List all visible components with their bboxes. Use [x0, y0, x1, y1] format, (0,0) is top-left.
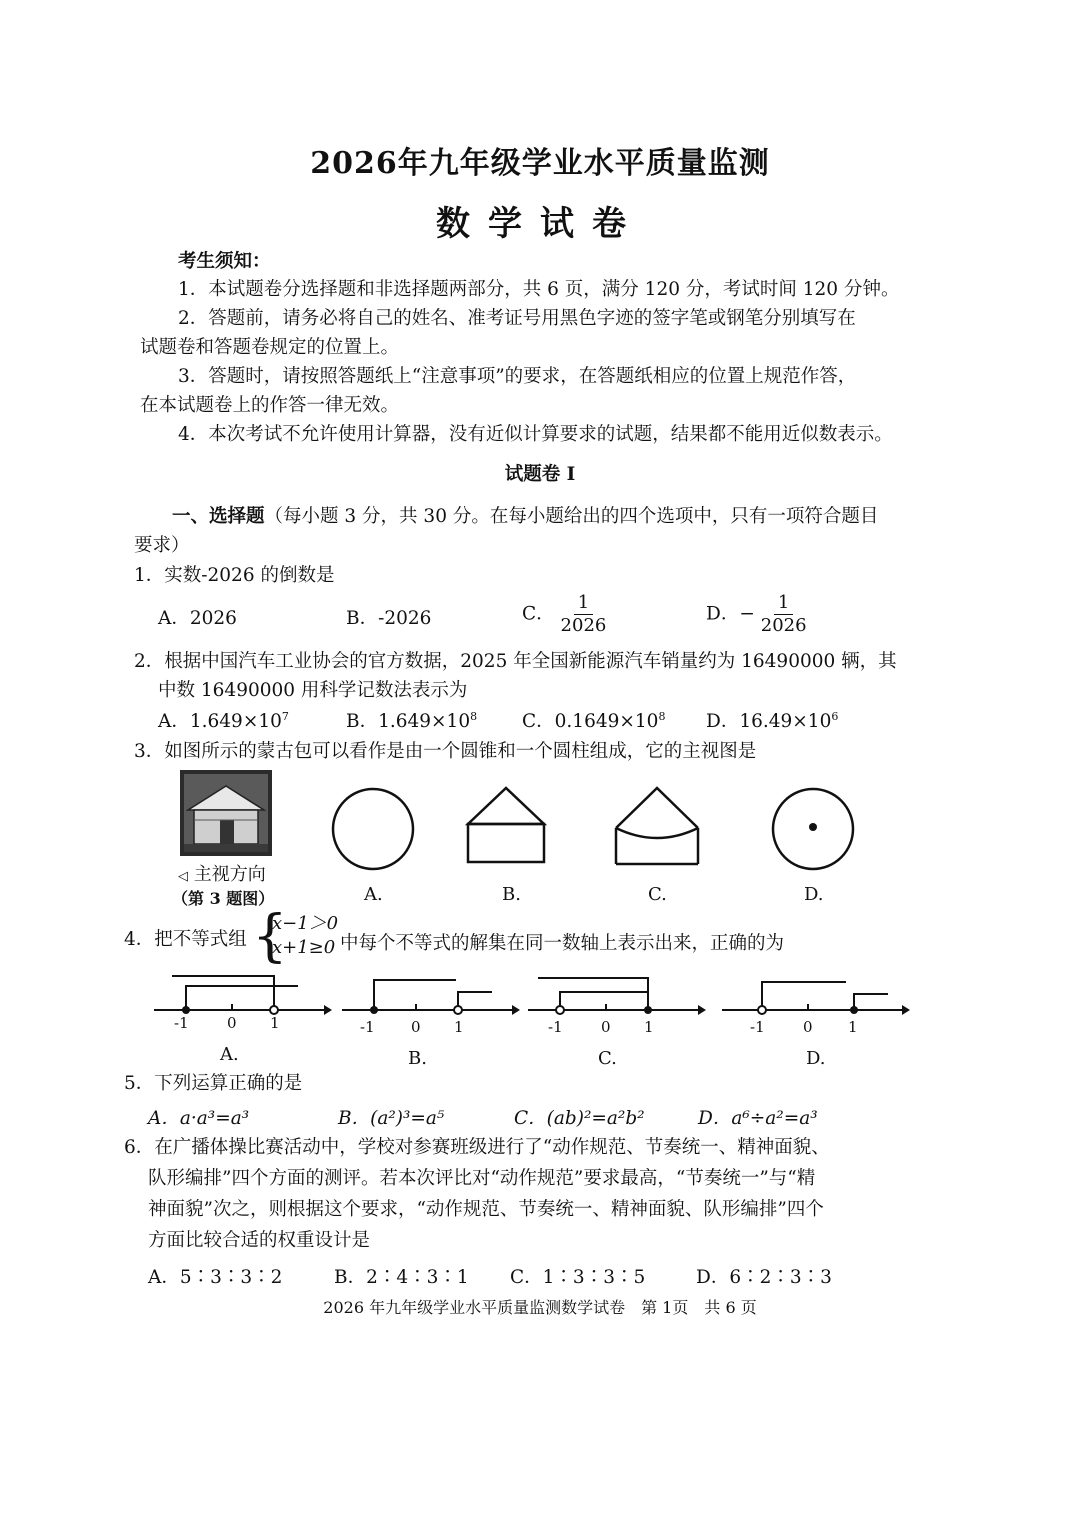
exponent: 8	[470, 709, 478, 723]
brace-icon: {	[252, 904, 288, 969]
q4-label-b: B.	[408, 1048, 427, 1069]
page-footer: 2026 年九年级学业水平质量监测数学试卷 第 1页 共 6 页	[323, 1298, 757, 1317]
yurt-photo	[180, 770, 272, 856]
q3-figure-caption: （第 3 题图）	[172, 889, 275, 908]
q3-label-a: A.	[364, 884, 383, 905]
tick-label-1: 1	[848, 1018, 858, 1036]
q5-option-d: D．a⁶÷a²=a³	[698, 1108, 818, 1129]
notice-item-3b: 在本试题卷上的作答一律无效。	[140, 395, 400, 416]
q4-label-d: D.	[806, 1048, 826, 1069]
exam-title: 2026年九年级学业水平质量监测	[310, 146, 770, 181]
q4-stem-post: 中每个不等式的解集在同一数轴上表示出来，正确的为	[340, 933, 785, 954]
q3-view-direction	[178, 860, 266, 886]
q4-label-c: C.	[598, 1048, 617, 1069]
q6-option-d: D．6∶2∶3∶3	[696, 1267, 832, 1288]
q5-stem: 5．下列运算正确的是	[124, 1073, 303, 1094]
q2-option-d	[706, 707, 838, 733]
q3-label-d: D.	[804, 884, 824, 905]
q4-stem-pre: 4．把不等式组	[124, 929, 247, 950]
q5-option-b: B．(a²)³=a⁵	[338, 1108, 445, 1129]
exponent: 7	[281, 709, 289, 723]
fraction-numerator: 1	[774, 592, 793, 615]
q5-option-a: A．a·a³=a³	[148, 1108, 250, 1129]
q4-numberline-d	[716, 966, 912, 1036]
tick-label-1: 1	[454, 1018, 464, 1036]
part1-desc-2: 要求）	[134, 535, 190, 556]
q1-option-d-label: D．	[706, 603, 740, 625]
q2-stem-2: 中数 16490000 用科学记数法表示为	[158, 680, 468, 701]
tick-label-1: 1	[270, 1014, 280, 1032]
q1-option-c-fraction	[561, 592, 607, 637]
q6-stem-2: 队形编排”四个方面的测评。若本次评比对“动作规范”要求最高，“节奏统一”与“精	[148, 1168, 816, 1189]
q1-option-c-label: C．	[522, 603, 555, 625]
q3-stem: 3．如图所示的蒙古包可以看作是由一个圆锥和一个圆柱组成，它的主视图是	[134, 741, 757, 762]
tick-label-neg1: -1	[360, 1018, 375, 1036]
exponent: 8	[658, 709, 666, 723]
q2-option-c	[522, 707, 665, 733]
q1-option-b: B．-2026	[346, 608, 432, 629]
option-text: A．1.649×10	[158, 711, 282, 732]
q3-figure-c-curved-house	[612, 784, 702, 868]
fraction-denominator: 2026	[760, 615, 807, 636]
option-text: D．16.49×10	[706, 711, 832, 732]
q2-stem-1: 2．根据中国汽车工业协会的官方数据，2025 年全国新能源汽车销量约为 16490000 辆，其	[134, 651, 897, 672]
minus-sign: −	[739, 603, 755, 625]
q6-option-b: B．2∶4∶3∶1	[334, 1267, 469, 1288]
q3-figure-d-circle-dot	[770, 786, 856, 872]
q6-stem-3: 神面貌”次之，则根据这个要求，“动作规范、节奏统一、精神面貌、队形编排”四个	[148, 1199, 824, 1220]
tick-label-0: 0	[227, 1014, 237, 1032]
arrow-icon: ◁	[178, 869, 188, 884]
notice-item-2a: 2．答题前，请务必将自己的姓名、准考证号用黑色字迹的签字笔或钢笔分别填写在	[178, 308, 856, 329]
section-title: 试题卷 I	[504, 464, 576, 485]
tick-label-0: 0	[803, 1018, 813, 1036]
q4-system	[272, 912, 338, 960]
view-direction-label: 主视方向	[193, 864, 266, 885]
tick-label-0: 0	[601, 1018, 611, 1036]
q1-option-c	[522, 592, 606, 637]
option-text: B．1.649×10	[346, 711, 471, 732]
exam-subtitle: 数学试卷	[436, 204, 644, 244]
fraction-numerator: 1	[574, 592, 593, 615]
fraction-denominator: 2026	[560, 615, 607, 636]
q2-option-a	[158, 707, 289, 733]
q6-stem-4: 方面比较合适的权重设计是	[148, 1230, 371, 1251]
notice-item-2b: 试题卷和答题卷规定的位置上。	[140, 337, 400, 358]
tick-label-neg1: -1	[174, 1014, 189, 1032]
q3-figure-a-circle	[330, 786, 416, 872]
q6-stem-1: 6．在广播体操比赛活动中，学校对参赛班级进行了“动作规范、节奏统一、精神面貌、	[124, 1137, 830, 1158]
q4-label-a: A.	[220, 1044, 239, 1065]
q3-label-c: C.	[648, 884, 667, 905]
q1-option-a: A．2026	[158, 608, 237, 629]
q6-option-c: C．1∶3∶3∶5	[510, 1267, 646, 1288]
tick-label-neg1: -1	[548, 1018, 563, 1036]
q2-option-b	[346, 707, 477, 733]
notice-item-1: 1．本试题卷分选择题和非选择题两部分，共 6 页，满分 120 分，考试时间 120 分钟。	[178, 279, 900, 300]
q3-figure-b-house	[464, 784, 548, 866]
exponent: 6	[831, 709, 839, 723]
q3-label-b: B.	[502, 884, 521, 905]
part1-desc: （每小题 3 分，共 30 分。在每小题给出的四个选项中，只有一项符合题目	[264, 506, 879, 527]
part1-label: 一、选择题	[172, 506, 265, 527]
tick-label-0: 0	[411, 1018, 421, 1036]
notice-item-3a: 3．答题时，请按照答题纸上“注意事项”的要求，在答题纸相应的位置上规范作答，	[178, 366, 857, 387]
q1-option-d	[706, 592, 807, 637]
part1-heading	[172, 503, 878, 531]
q1-stem: 1．实数-2026 的倒数是	[134, 565, 335, 586]
notice-item-4: 4．本次考试不允许使用计算器，没有近似计算要求的试题，结果都不能用近似数表示。	[178, 424, 893, 445]
notice-heading: 考生须知：	[178, 251, 271, 272]
tick-label-neg1: -1	[750, 1018, 765, 1036]
inequality-1: x−1＞0	[272, 913, 339, 934]
option-text: C．0.1649×10	[522, 711, 659, 732]
q6-option-a: A．5∶3∶3∶2	[148, 1267, 283, 1288]
q1-option-d-fraction	[761, 592, 807, 637]
inequality-2: x+1≥0	[272, 937, 336, 958]
tick-label-1: 1	[644, 1018, 654, 1036]
q5-option-c: C．(ab)²=a²b²	[514, 1108, 645, 1129]
